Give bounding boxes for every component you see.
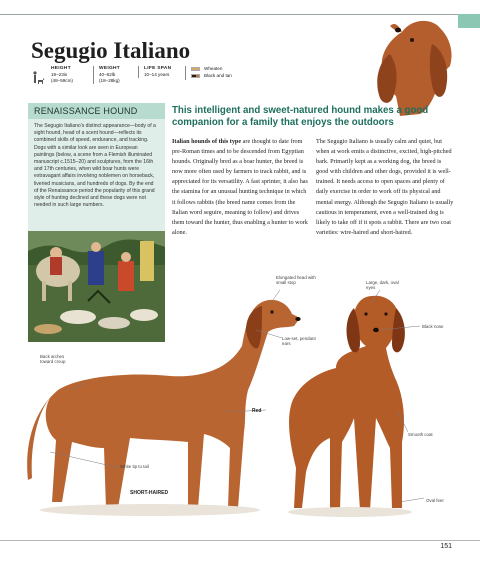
- height-stat: [51, 66, 73, 84]
- callout-elongated-head: Elongated head with small stop: [276, 275, 316, 286]
- article-lead: Italian hounds of this type: [172, 138, 242, 145]
- color-label: Black and tan: [204, 73, 232, 78]
- life-span-value: 10–14 years: [144, 72, 170, 77]
- height-value: 19–23in: [51, 72, 68, 77]
- color-label: Wheaten: [204, 66, 223, 71]
- breed-stats: [31, 66, 331, 94]
- weight-stat: [93, 66, 120, 84]
- weight-value-metric: (18–28kg): [99, 78, 120, 83]
- color-wheaten: [191, 66, 232, 72]
- section-tab: [458, 14, 480, 28]
- weight-label: WEIGHT: [99, 66, 120, 71]
- sidebar-heading: RENAISSANCE HOUND: [28, 103, 165, 119]
- callout-smooth-coat: Smooth coat: [408, 432, 433, 437]
- color-swatch: [191, 67, 200, 71]
- page-title: Segugio Italiano: [31, 38, 191, 63]
- footer-rule: [0, 540, 480, 541]
- coat-colors: [185, 66, 232, 80]
- article-headline: This intelligent and sweet-natured hound makes a good companion for a family that enjoys the outdoors: [172, 105, 429, 128]
- dog-front-view: [288, 296, 412, 517]
- article-text: are thought to date from pre-Roman times and to be descended from Egyptian hounds. Originally bred as a boar hunter, the breed is now more often used by farmers to track rabbit, and is appreciated for its versatility. A fast sprinter, it also has the stamina for an unusual hunting technique in which it follows rabbits (the breed name comes from the Italian word seguire, meaning to follow) and drives them toward the hunter, thus enabling a hunter to work alone.: [172, 138, 308, 236]
- callout-red: Red: [252, 408, 262, 414]
- height-value-metric: (48–59cm): [51, 78, 73, 83]
- color-black-tan: [191, 73, 232, 79]
- callout-black-nose: Black nose: [422, 324, 444, 329]
- callout-low-set-ears: Low-set, pendant ears: [282, 336, 316, 347]
- sidebar-text: The Segugio Italiano's distinct appearance—body of a sight hound, head of a scent hound—reflects its combined skills of speed, endurance, and tracking. Dogs with a similar look are seen in European paintings (below, a scene from a Flemish illuminated manuscript c.1515–20) and sculptures, from the 16th and 17th centuries, when wild boar hunts were extravagant affairs involving noblemen on horseback, liveried musicians, and hundreds of dogs. By the end of the Renaissance period the popularity of this grand style of hunting declined and these dogs were not needed in such large numbers.: [28, 119, 165, 243]
- life-span-label: LIFE SPAN: [144, 66, 172, 71]
- page-number: 151: [440, 543, 452, 550]
- variety-label: SHORT-HAIRED: [130, 490, 169, 496]
- callout-large-eyes: Large, dark, oval eyes: [366, 280, 399, 291]
- renaissance-sidebar: [28, 103, 165, 243]
- height-label: HEIGHT: [51, 66, 71, 71]
- callout-back-arches: Back arches toward croup: [40, 354, 66, 365]
- size-comparison-icon: [31, 70, 45, 86]
- life-span-stat: [138, 66, 171, 78]
- weight-value: 40–62lb: [99, 72, 116, 77]
- dog-head-photo: [368, 14, 458, 116]
- color-swatch: [191, 74, 200, 78]
- dogs-illustration: [0, 272, 480, 538]
- article-column-1: [172, 137, 310, 238]
- callout-white-tip: White tip to tail: [120, 464, 149, 469]
- article-column-2: The Segugio Italiano is usually calm and quiet, but when at work emits a distinctive, excited, high-pitched bark. Primarily kept as a working dog, the breed is good with children and other dogs, provided it is well-trained. It needs access to open spaces and plenty of daily exercise in order to work off its physical and mental energy. Although the Segugio Italiano is usually cautious in temperament, even a well-trained dog is likely to take off if it spots a rabbit. There are two coat varieties: wire-haired and short-haired.: [316, 138, 454, 236]
- callout-oval-feet: Oval feet: [426, 498, 444, 503]
